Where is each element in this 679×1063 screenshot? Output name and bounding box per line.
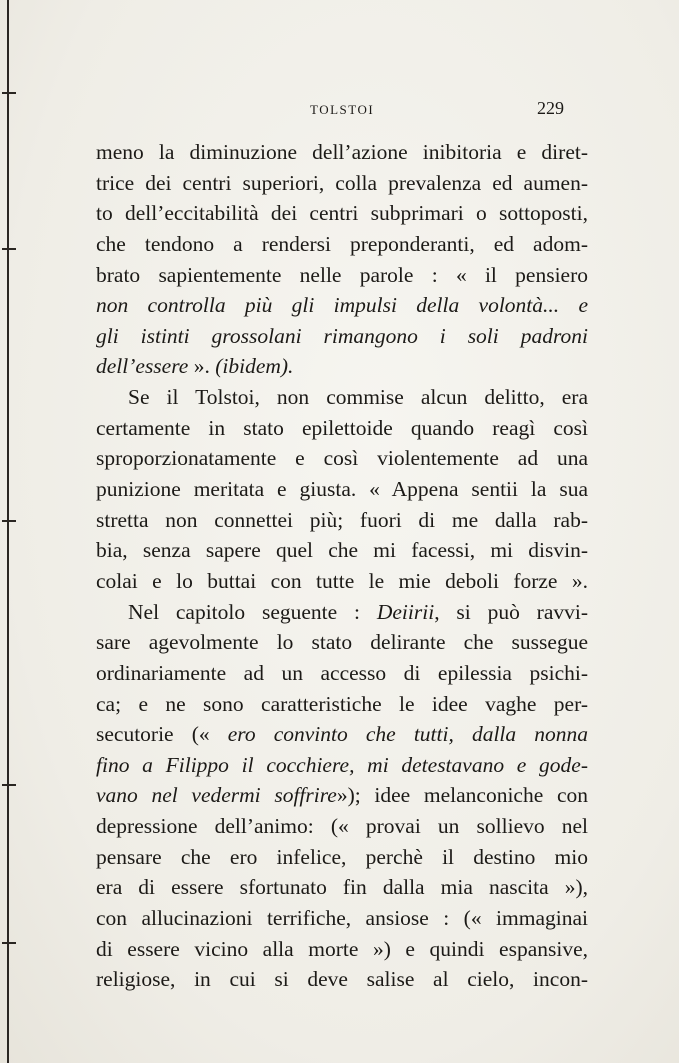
italic-text-run: (ibidem). [215, 354, 294, 379]
italic-text-run: ero convinto che tutti, dalla nonna [227, 722, 589, 747]
text-run: ca; e ne sono caratteristiche le idee vaghe per- [96, 691, 588, 716]
text-run: meno la diminuzione dell’azione inibitoria e diret- [96, 140, 588, 164]
text-run: sare agevolmente lo stato delirante che sussegue [96, 630, 588, 655]
text-line [96, 505, 588, 536]
text-run: ordinariamente ad un accesso di epilessia psichi- [96, 660, 588, 685]
text-run: che tendono a rendersi preponderanti, ed adom- [96, 231, 588, 256]
page-number: 229 [537, 98, 564, 118]
text-line [96, 566, 588, 597]
text-run: Nel capitolo seguente : [128, 599, 377, 624]
text-line [96, 627, 588, 658]
text-line [96, 382, 588, 413]
body-text [96, 137, 588, 995]
binding-tick-mark [2, 248, 16, 250]
text-line [96, 597, 588, 628]
text-run: stretta non connettei più; fuori di me dalla rab- [96, 507, 588, 532]
text-run: pensare che ero infelice, perchè il destino mio [96, 844, 588, 869]
binding-tick-mark [2, 92, 16, 94]
text-line [96, 780, 588, 811]
text-line [96, 811, 588, 842]
text-line [96, 842, 588, 873]
binding-edge-line [7, 0, 9, 1063]
text-line [96, 168, 588, 199]
text-line [96, 413, 588, 444]
text-run: , si può ravvi- [434, 599, 588, 624]
text-run: certamente in stato epilettoide quando reagì così [96, 415, 588, 440]
text-run: era di essere sfortunato fin dalla mia nascita »), [96, 875, 588, 900]
text-line [96, 198, 588, 229]
text-run: secutorie (« [96, 722, 228, 747]
text-line [96, 750, 588, 781]
text-run: to dell’eccitabilità dei centri subprimari o sottoposti, [96, 201, 588, 226]
text-line [96, 290, 588, 321]
text-line [96, 964, 588, 995]
text-run: di essere vicino alla morte ») e quindi espansive, [96, 936, 588, 961]
binding-tick-mark [2, 942, 16, 944]
text-run: trice dei centri superiori, colla prevalenza ed aumen- [96, 170, 588, 195]
text-line [96, 719, 588, 750]
text-line [96, 872, 588, 903]
text-line [96, 689, 588, 720]
italic-text-run: fino a Filippo il cocchiere, mi detestavano e gode- [96, 752, 588, 777]
text-line [96, 351, 588, 382]
text-line [96, 535, 588, 566]
text-line [96, 321, 588, 352]
page-header [98, 96, 588, 120]
italic-text-run: dell’essere [96, 354, 189, 379]
text-line [96, 260, 588, 291]
text-run: punizione meritata e giusta. « Appena sentii la sua [96, 477, 588, 502]
text-line [96, 934, 588, 965]
text-run: depressione dell’animo: (« provai un sollievo nel [96, 814, 588, 839]
text-line [96, 137, 588, 168]
text-run: bia, senza sapere quel che mi facessi, mi disvin- [96, 538, 588, 563]
text-run: »); idee melanconiche con [336, 783, 588, 808]
text-run: sproporzionatamente e così violentemente ad una [96, 446, 588, 471]
text-run: Se il Tolstoi, non commise alcun delitto, era [128, 385, 588, 410]
running-head: TOLSTOI [310, 102, 375, 117]
text-run: colai e lo buttai con tutte le mie deboli forze ». [96, 568, 588, 593]
text-line [96, 903, 588, 934]
text-line [96, 474, 588, 505]
italic-text-run: gli istinti grossolani rimangono i soli padroni [96, 323, 588, 348]
italic-text-run: non controlla più gli impulsi della volontà... e [96, 293, 588, 318]
binding-tick-mark [2, 784, 16, 786]
italic-text-run: vano nel vedermi soffrire [96, 783, 337, 808]
text-run: religiose, in cui si deve salise al cielo, incon- [96, 967, 588, 992]
text-run: con allucinazioni terrifiche, ansiose : (« immaginai [96, 906, 588, 931]
binding-tick-mark [2, 520, 16, 522]
text-run: ». [188, 354, 216, 379]
text-line [96, 658, 588, 689]
text-run: brato sapientemente nelle parole : « il pensiero [96, 262, 588, 287]
text-line [96, 443, 588, 474]
italic-text-run: Deiirii [376, 599, 435, 624]
text-line [96, 229, 588, 260]
